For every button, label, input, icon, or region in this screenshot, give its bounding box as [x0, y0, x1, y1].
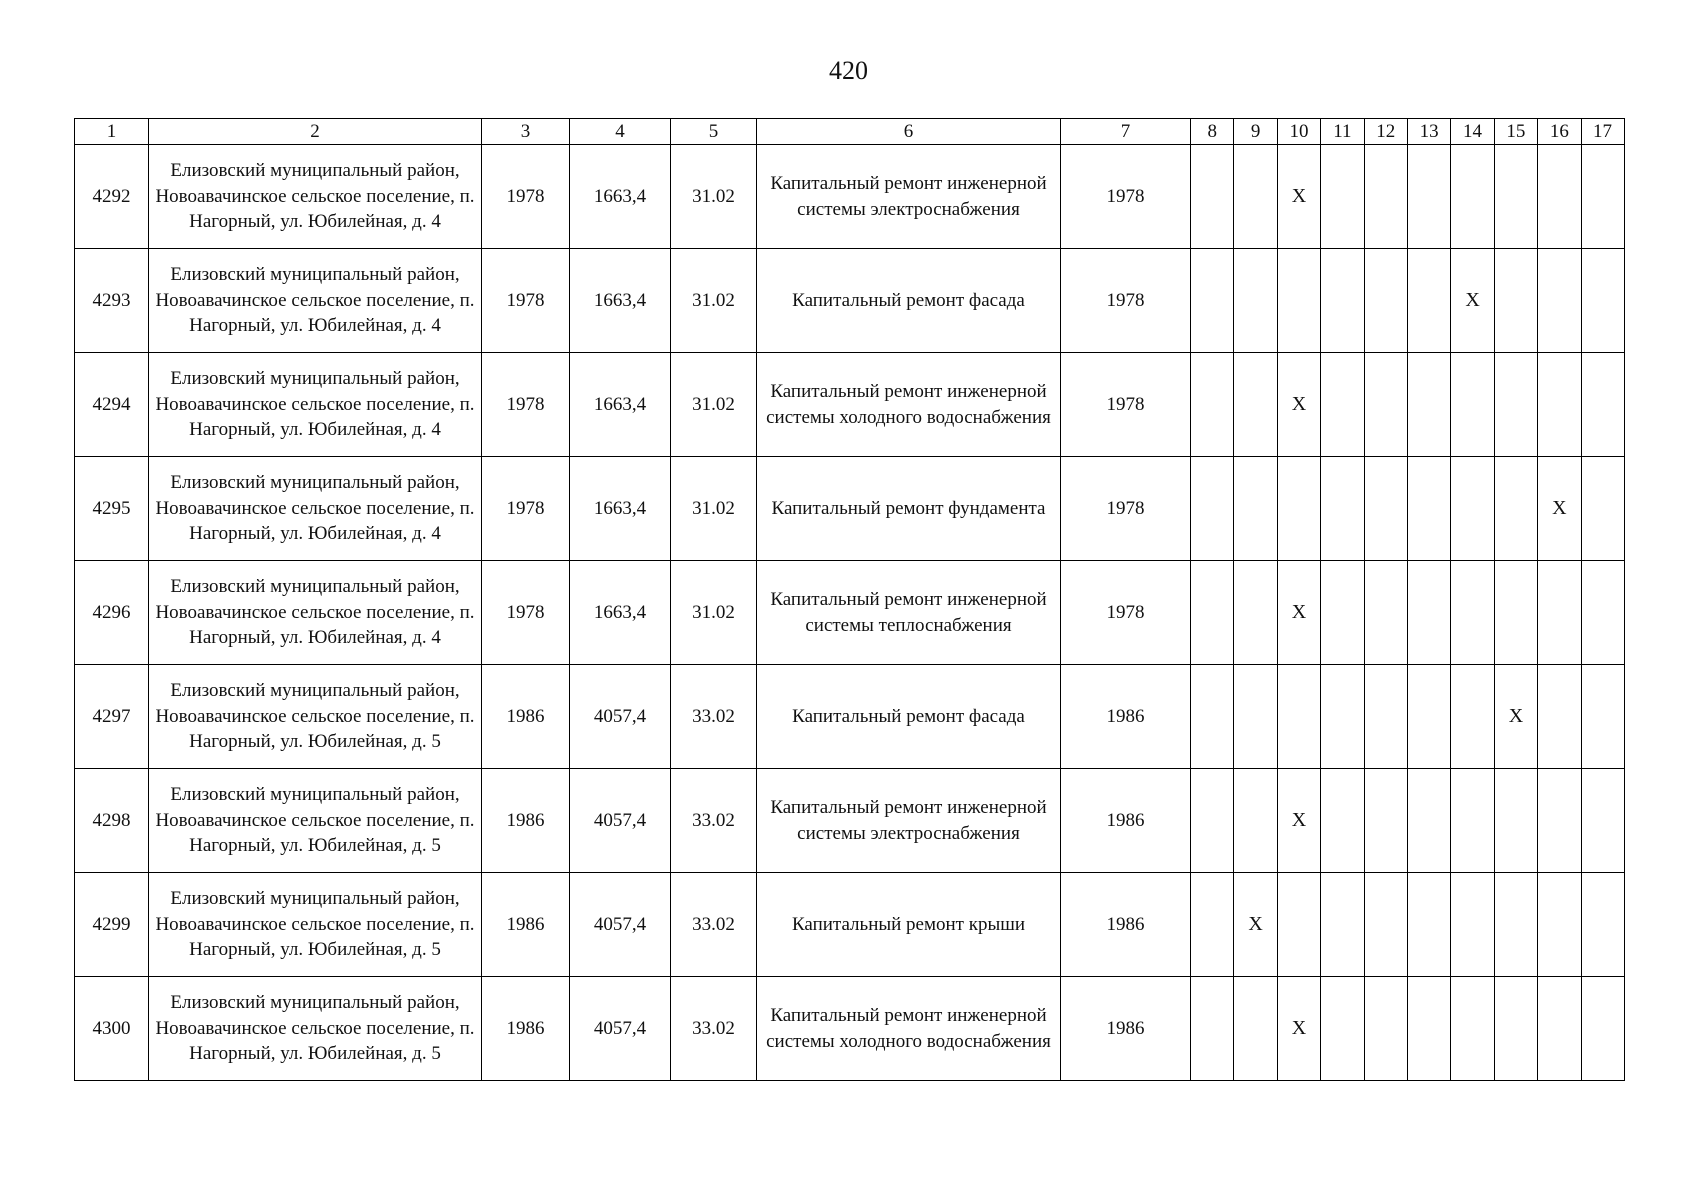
mark-cell-col-10 [1277, 457, 1320, 561]
work-type-cell: Капитальный ремонт инженерной системы холодного водоснабжения [757, 977, 1061, 1081]
address-cell: Елизовский муниципальный район, Новоавачинское сельское поселение, п. Нагорный, ул. Юбилейная, д. 4 [149, 561, 482, 665]
mark-cell-col-17 [1581, 249, 1624, 353]
mark-cell-col-15 [1494, 457, 1537, 561]
mark-cell-col-14: X [1451, 249, 1494, 353]
code-cell: 33.02 [671, 977, 757, 1081]
row-number: 4295 [75, 457, 149, 561]
mark-cell-col-15 [1494, 977, 1537, 1081]
column-header-7: 7 [1061, 119, 1191, 145]
mark-cell-col-17 [1581, 769, 1624, 873]
mark-cell-col-16: X [1538, 457, 1581, 561]
year2-cell: 1978 [1061, 249, 1191, 353]
repair-schedule-table [74, 118, 1625, 1081]
mark-cell-col-15 [1494, 145, 1537, 249]
mark-cell-col-10: X [1277, 145, 1320, 249]
mark-cell-col-9 [1234, 353, 1277, 457]
column-header-3: 3 [482, 119, 570, 145]
table-row [75, 665, 1625, 769]
mark-cell-col-14 [1451, 145, 1494, 249]
area-cell: 1663,4 [570, 561, 671, 665]
work-type-cell: Капитальный ремонт инженерной системы теплоснабжения [757, 561, 1061, 665]
mark-cell-col-11 [1321, 873, 1364, 977]
table-row [75, 769, 1625, 873]
mark-cell-col-17 [1581, 145, 1624, 249]
code-cell: 33.02 [671, 873, 757, 977]
work-type-cell: Капитальный ремонт инженерной системы электроснабжения [757, 145, 1061, 249]
address-cell: Елизовский муниципальный район, Новоавачинское сельское поселение, п. Нагорный, ул. Юбилейная, д. 4 [149, 249, 482, 353]
mark-cell-col-17 [1581, 977, 1624, 1081]
year2-cell: 1978 [1061, 561, 1191, 665]
year2-cell: 1978 [1061, 145, 1191, 249]
code-cell: 33.02 [671, 665, 757, 769]
year-cell: 1986 [482, 665, 570, 769]
row-number: 4297 [75, 665, 149, 769]
mark-cell-col-15: X [1494, 665, 1537, 769]
mark-cell-col-9 [1234, 561, 1277, 665]
area-cell: 1663,4 [570, 457, 671, 561]
year-cell: 1978 [482, 145, 570, 249]
mark-cell-col-12 [1364, 561, 1407, 665]
code-cell: 31.02 [671, 457, 757, 561]
mark-cell-col-16 [1538, 769, 1581, 873]
mark-cell-col-13 [1407, 665, 1450, 769]
mark-cell-col-11 [1321, 665, 1364, 769]
mark-cell-col-17 [1581, 457, 1624, 561]
mark-cell-col-16 [1538, 145, 1581, 249]
code-cell: 31.02 [671, 353, 757, 457]
year2-cell: 1986 [1061, 977, 1191, 1081]
code-cell: 33.02 [671, 769, 757, 873]
column-header-6: 6 [757, 119, 1061, 145]
mark-cell-col-15 [1494, 353, 1537, 457]
mark-cell-col-9 [1234, 145, 1277, 249]
mark-cell-col-12 [1364, 145, 1407, 249]
mark-cell-col-12 [1364, 665, 1407, 769]
work-type-cell: Капитальный ремонт инженерной системы холодного водоснабжения [757, 353, 1061, 457]
column-header-10: 10 [1277, 119, 1320, 145]
row-number: 4296 [75, 561, 149, 665]
area-cell: 4057,4 [570, 665, 671, 769]
mark-cell-col-14 [1451, 873, 1494, 977]
mark-cell-col-9 [1234, 457, 1277, 561]
row-number: 4300 [75, 977, 149, 1081]
mark-cell-col-11 [1321, 353, 1364, 457]
mark-cell-col-8 [1191, 977, 1234, 1081]
mark-cell-col-15 [1494, 873, 1537, 977]
column-header-9: 9 [1234, 119, 1277, 145]
area-cell: 4057,4 [570, 873, 671, 977]
mark-cell-col-14 [1451, 665, 1494, 769]
year2-cell: 1978 [1061, 353, 1191, 457]
mark-cell-col-11 [1321, 561, 1364, 665]
work-type-cell: Капитальный ремонт фасада [757, 249, 1061, 353]
mark-cell-col-8 [1191, 249, 1234, 353]
mark-cell-col-9: X [1234, 873, 1277, 977]
mark-cell-col-11 [1321, 249, 1364, 353]
table-row [75, 561, 1625, 665]
table-row [75, 457, 1625, 561]
mark-cell-col-13 [1407, 977, 1450, 1081]
column-header-5: 5 [671, 119, 757, 145]
mark-cell-col-8 [1191, 561, 1234, 665]
page-number: 420 [829, 56, 868, 85]
mark-cell-col-12 [1364, 353, 1407, 457]
column-header-1: 1 [75, 119, 149, 145]
column-header-17: 17 [1581, 119, 1624, 145]
column-header-4: 4 [570, 119, 671, 145]
row-number: 4299 [75, 873, 149, 977]
work-type-cell: Капитальный ремонт крыши [757, 873, 1061, 977]
mark-cell-col-9 [1234, 769, 1277, 873]
mark-cell-col-11 [1321, 457, 1364, 561]
mark-cell-col-13 [1407, 353, 1450, 457]
work-type-cell: Капитальный ремонт фундамента [757, 457, 1061, 561]
table-row [75, 873, 1625, 977]
mark-cell-col-12 [1364, 457, 1407, 561]
column-header-15: 15 [1494, 119, 1537, 145]
mark-cell-col-10: X [1277, 561, 1320, 665]
table-row [75, 249, 1625, 353]
address-cell: Елизовский муниципальный район, Новоавачинское сельское поселение, п. Нагорный, ул. Юбилейная, д. 4 [149, 457, 482, 561]
mark-cell-col-11 [1321, 977, 1364, 1081]
table-row [75, 353, 1625, 457]
mark-cell-col-14 [1451, 561, 1494, 665]
mark-cell-col-9 [1234, 977, 1277, 1081]
mark-cell-col-14 [1451, 353, 1494, 457]
table-row [75, 145, 1625, 249]
mark-cell-col-10: X [1277, 977, 1320, 1081]
mark-cell-col-9 [1234, 249, 1277, 353]
year2-cell: 1986 [1061, 665, 1191, 769]
table-body [75, 145, 1625, 1081]
mark-cell-col-11 [1321, 769, 1364, 873]
row-number: 4293 [75, 249, 149, 353]
mark-cell-col-15 [1494, 769, 1537, 873]
mark-cell-col-17 [1581, 873, 1624, 977]
mark-cell-col-14 [1451, 769, 1494, 873]
address-cell: Елизовский муниципальный район, Новоавачинское сельское поселение, п. Нагорный, ул. Юбилейная, д. 4 [149, 145, 482, 249]
work-type-cell: Капитальный ремонт фасада [757, 665, 1061, 769]
area-cell: 4057,4 [570, 769, 671, 873]
mark-cell-col-17 [1581, 665, 1624, 769]
mark-cell-col-12 [1364, 977, 1407, 1081]
code-cell: 31.02 [671, 249, 757, 353]
mark-cell-col-14 [1451, 977, 1494, 1081]
mark-cell-col-17 [1581, 353, 1624, 457]
mark-cell-col-16 [1538, 873, 1581, 977]
mark-cell-col-13 [1407, 249, 1450, 353]
mark-cell-col-8 [1191, 873, 1234, 977]
year-cell: 1978 [482, 457, 570, 561]
area-cell: 1663,4 [570, 353, 671, 457]
year-cell: 1978 [482, 249, 570, 353]
mark-cell-col-13 [1407, 457, 1450, 561]
year-cell: 1986 [482, 769, 570, 873]
year2-cell: 1986 [1061, 769, 1191, 873]
mark-cell-col-14 [1451, 457, 1494, 561]
address-cell: Елизовский муниципальный район, Новоавачинское сельское поселение, п. Нагорный, ул. Юбилейная, д. 5 [149, 977, 482, 1081]
mark-cell-col-17 [1581, 561, 1624, 665]
mark-cell-col-12 [1364, 249, 1407, 353]
table-header [75, 119, 1625, 145]
mark-cell-col-8 [1191, 769, 1234, 873]
column-header-2: 2 [149, 119, 482, 145]
column-header-11: 11 [1321, 119, 1364, 145]
column-header-14: 14 [1451, 119, 1494, 145]
mark-cell-col-16 [1538, 665, 1581, 769]
mark-cell-col-8 [1191, 665, 1234, 769]
code-cell: 31.02 [671, 561, 757, 665]
mark-cell-col-8 [1191, 353, 1234, 457]
mark-cell-col-9 [1234, 665, 1277, 769]
mark-cell-col-16 [1538, 353, 1581, 457]
mark-cell-col-15 [1494, 249, 1537, 353]
work-type-cell: Капитальный ремонт инженерной системы электроснабжения [757, 769, 1061, 873]
column-header-13: 13 [1407, 119, 1450, 145]
mark-cell-col-12 [1364, 769, 1407, 873]
year-cell: 1978 [482, 353, 570, 457]
mark-cell-col-13 [1407, 769, 1450, 873]
column-header-12: 12 [1364, 119, 1407, 145]
column-header-8: 8 [1191, 119, 1234, 145]
area-cell: 1663,4 [570, 145, 671, 249]
mark-cell-col-11 [1321, 145, 1364, 249]
mark-cell-col-8 [1191, 145, 1234, 249]
year2-cell: 1978 [1061, 457, 1191, 561]
mark-cell-col-10 [1277, 665, 1320, 769]
table-row [75, 977, 1625, 1081]
mark-cell-col-16 [1538, 249, 1581, 353]
mark-cell-col-10 [1277, 873, 1320, 977]
header-row [75, 119, 1625, 145]
address-cell: Елизовский муниципальный район, Новоавачинское сельское поселение, п. Нагорный, ул. Юбилейная, д. 5 [149, 873, 482, 977]
year-cell: 1986 [482, 977, 570, 1081]
mark-cell-col-13 [1407, 145, 1450, 249]
column-header-16: 16 [1538, 119, 1581, 145]
mark-cell-col-12 [1364, 873, 1407, 977]
mark-cell-col-10 [1277, 249, 1320, 353]
row-number: 4294 [75, 353, 149, 457]
area-cell: 1663,4 [570, 249, 671, 353]
mark-cell-col-10: X [1277, 353, 1320, 457]
mark-cell-col-10: X [1277, 769, 1320, 873]
address-cell: Елизовский муниципальный район, Новоавачинское сельское поселение, п. Нагорный, ул. Юбилейная, д. 5 [149, 769, 482, 873]
mark-cell-col-13 [1407, 873, 1450, 977]
year-cell: 1986 [482, 873, 570, 977]
mark-cell-col-16 [1538, 977, 1581, 1081]
mark-cell-col-15 [1494, 561, 1537, 665]
year2-cell: 1986 [1061, 873, 1191, 977]
mark-cell-col-8 [1191, 457, 1234, 561]
address-cell: Елизовский муниципальный район, Новоавачинское сельское поселение, п. Нагорный, ул. Юбилейная, д. 4 [149, 353, 482, 457]
mark-cell-col-16 [1538, 561, 1581, 665]
row-number: 4298 [75, 769, 149, 873]
area-cell: 4057,4 [570, 977, 671, 1081]
row-number: 4292 [75, 145, 149, 249]
year-cell: 1978 [482, 561, 570, 665]
address-cell: Елизовский муниципальный район, Новоавачинское сельское поселение, п. Нагорный, ул. Юбилейная, д. 5 [149, 665, 482, 769]
code-cell: 31.02 [671, 145, 757, 249]
mark-cell-col-13 [1407, 561, 1450, 665]
